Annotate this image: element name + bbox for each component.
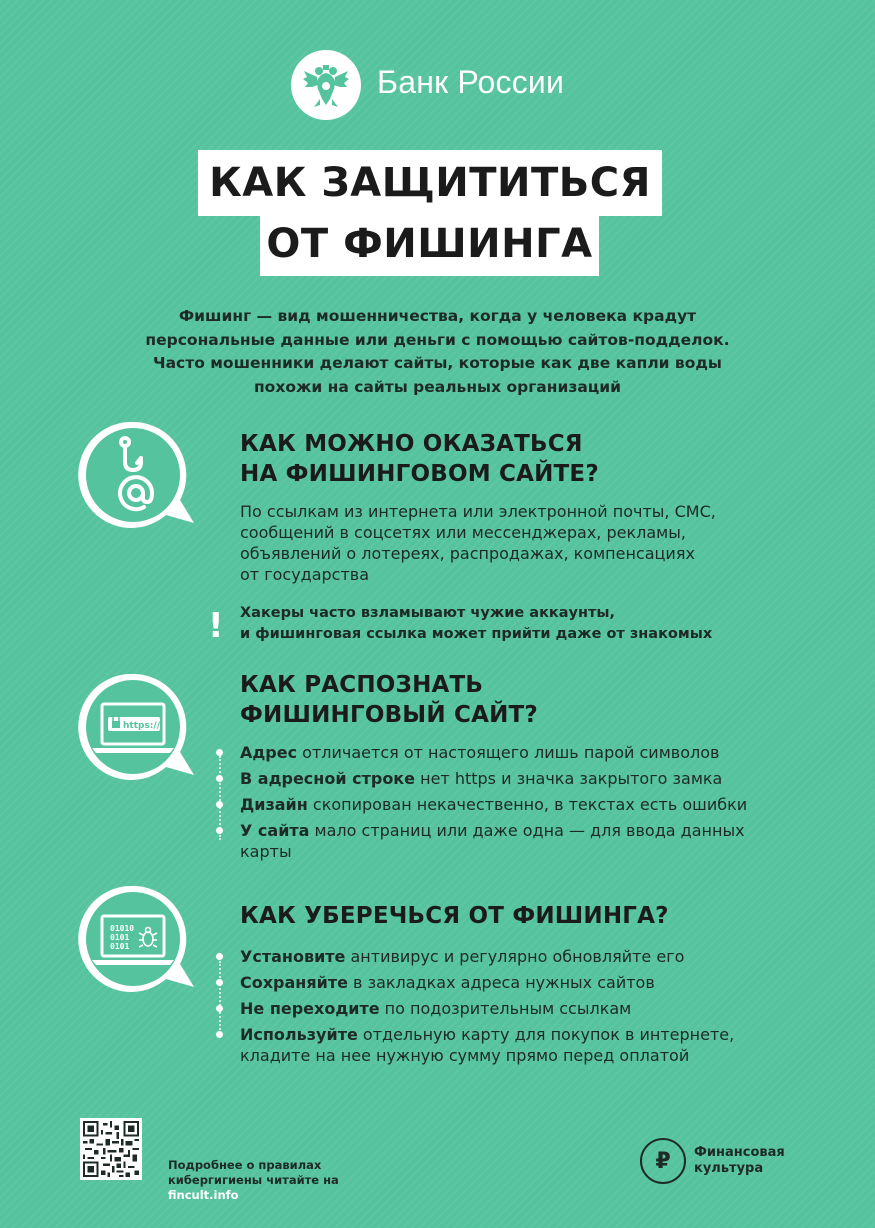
list-item [240,820,747,862]
section1-icon-bubble [78,420,198,534]
section1-warning [240,603,712,645]
qr-code-icon [83,1121,139,1177]
bullet-dot [216,801,223,808]
list-item [240,742,747,763]
footer-note-line: кибергигиены читайте на [168,1173,339,1187]
section1-body-line: По ссылкам из интернета или электронной почты, СМС, [240,502,716,521]
laptop-https-lock-icon [78,672,198,782]
intro-line: похожи на сайты реальных организаций [253,377,622,396]
list-item-keyword: У сайта [240,821,310,840]
list-item-keyword: Используйте [240,1025,358,1044]
section3-icon-bubble [78,884,198,998]
section2-icon-bubble [78,672,198,786]
section1-body [240,501,716,585]
list-item-keyword: Установите [240,947,346,966]
page-title-line-2: ОТ ФИШИНГА [260,212,599,276]
footer-note-line: Подробнее о правилах [168,1158,322,1172]
section1-heading-line: НА ФИШИНГОВОМ САЙТЕ? [240,461,599,487]
fincult-line: культура [694,1161,764,1176]
laptop-binary-bug-icon [78,884,198,994]
page-title-line-1: КАК ЗАЩИТИТЬСЯ [198,150,662,216]
list-item-text: мало страниц или даже одна — для ввода данных [309,821,745,840]
section2-heading [240,670,538,730]
fincult-logo-text [694,1145,785,1177]
section1-body-line: сообщений в соцсетях или мессенджерах, рекламы, [240,523,686,542]
intro-line: персональные данные или деньги с помощью сайтов-подделок. [145,330,730,349]
list-item-text: отличается от настоящего лишь парой символов [297,743,720,762]
https-label: https:// [123,721,160,731]
list-item-text: антивирус и регулярно обновляйте его [345,947,685,966]
list-item-keyword: Адрес [240,743,298,762]
fincult-link[interactable]: fincult.info [168,1188,239,1202]
list-item-text: в закладках адреса нужных сайтов [347,973,655,992]
section2-heading-line: ФИШИНГОВЫЙ САЙТ? [240,702,538,728]
list-item [240,946,734,967]
list-item-text: нет https и значка закрытого замка [415,769,723,788]
warning-line: Хакеры часто взламывают чужие аккаунты, [240,605,616,621]
bullet-dot [216,979,223,986]
list-item [240,768,747,789]
ruble-icon: ₽ [640,1138,686,1184]
section1-body-line: объявлений о лотереях, распродажах, компенсациях [240,544,695,563]
section1-heading-line: КАК МОЖНО ОКАЗАТЬСЯ [240,431,583,457]
bullet-dot [216,827,223,834]
bank-name: Банк России [377,64,565,100]
list-item-keyword: В адресной строке [240,769,416,788]
section3-list [240,946,734,1071]
list-item-keyword: Сохраняйте [240,973,348,992]
list-item-text: отдельную карту для покупок в интернете, [357,1025,735,1044]
section1-body-line: от государства [240,565,370,584]
section2-list [240,742,747,867]
bank-emblem [291,50,361,120]
qr-code[interactable] [80,1118,142,1180]
list-item-text: кладите на нее нужную сумму прямо перед оплатой [240,1046,690,1065]
list-item-keyword: Дизайн [240,795,308,814]
list-item [240,794,747,815]
intro-line: Фишинг — вид мошенничества, когда у человека крадут [178,307,697,325]
binary-text: 0101 [110,942,130,951]
bullet-dot [216,775,223,782]
list-item-text: скопирован некачественно, в текстах есть ошибки [307,795,748,814]
binary-text: 01010 [110,924,135,933]
bullet-dot [216,749,223,756]
fincult-line: Финансовая [694,1145,785,1160]
list-item-keyword: Не переходите [240,999,380,1018]
bullet-dot [216,1005,223,1012]
exclamation-icon: ! [208,606,224,646]
section2-heading-line: КАК РАСПОЗНАТЬ [240,672,484,698]
binary-text: 0101 [110,933,130,942]
bullet-dot [216,953,223,960]
hook-at-sign-icon [78,420,198,530]
bullet-connector [219,961,221,1037]
bullet-dot [216,1031,223,1038]
list-item [240,1024,734,1066]
intro-paragraph [110,305,765,399]
intro-line: Часто мошенники делают сайты, которые как две капли воды [153,354,722,372]
list-item [240,998,734,1019]
double-headed-eagle-icon [300,59,352,111]
section1-heading [240,429,599,489]
list-item-text: карты [240,842,292,861]
footer-note [168,1158,339,1203]
section3-heading-line: КАК УБЕРЕЧЬСЯ ОТ ФИШИНГА? [240,903,669,929]
list-item [240,972,734,993]
list-item-text: по подозрительным ссылкам [379,999,632,1018]
warning-line: и фишинговая ссылка может прийти даже от знакомых [240,626,713,642]
section3-heading [240,901,669,931]
